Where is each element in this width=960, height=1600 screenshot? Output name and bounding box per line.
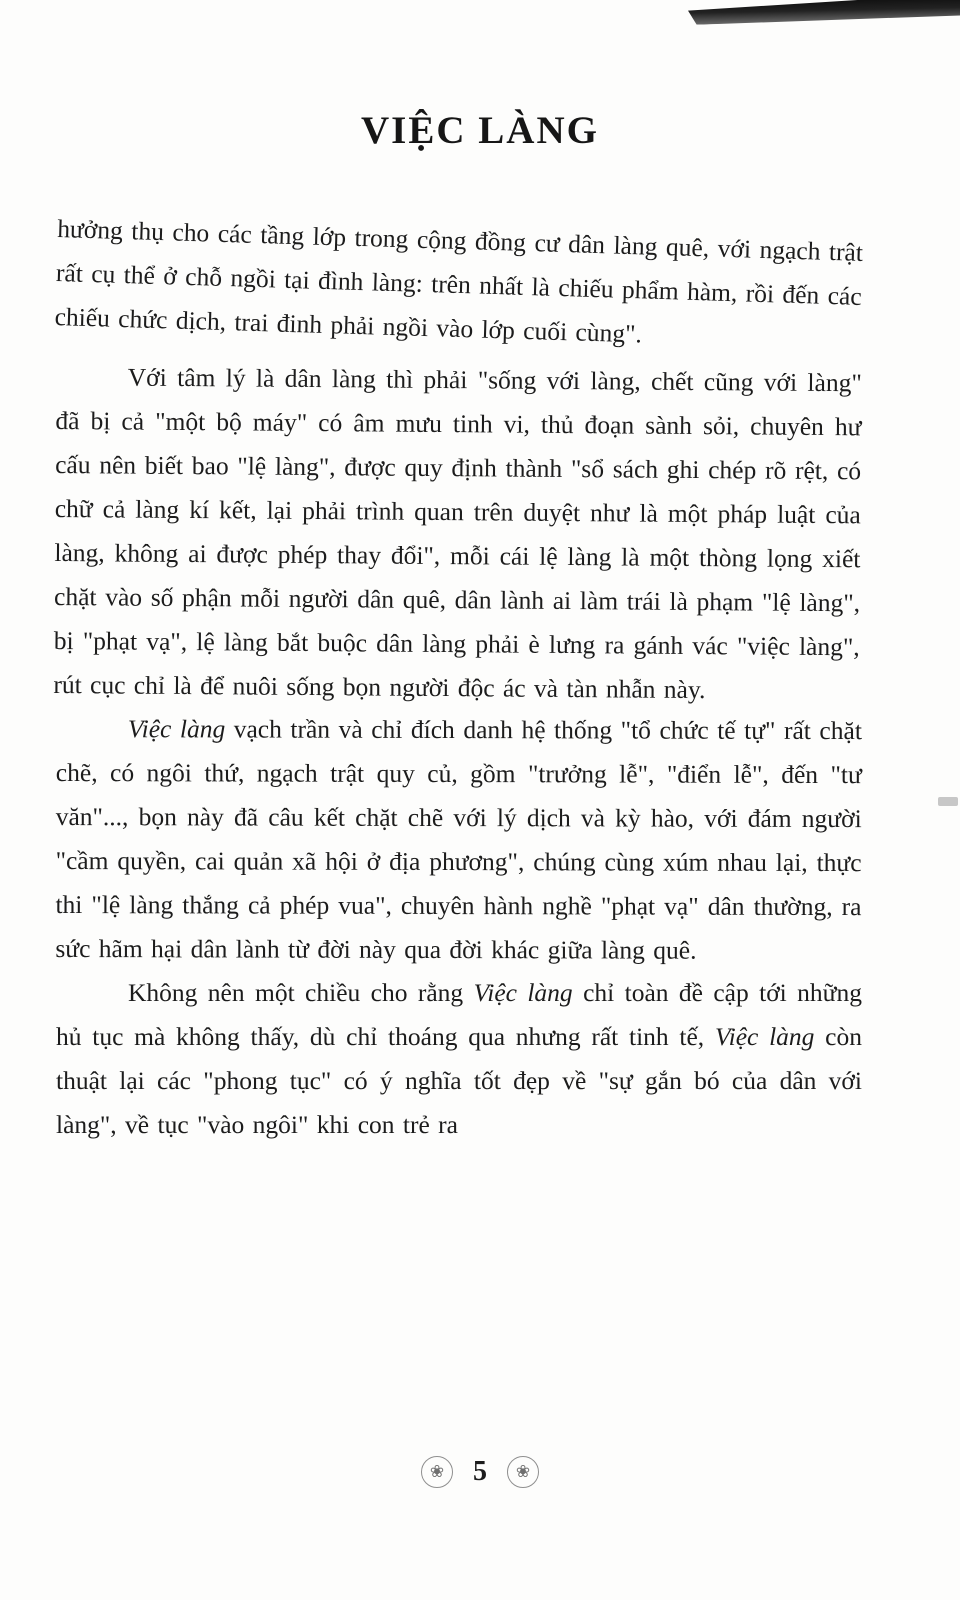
text-segment: Với tâm lý là dân làng thì phải "sống với làng, chết cũng với làng" đã bị cả "một bộ máy" có âm mưu tinh vi, thủ đoạn sành sỏi, chuyên hư cấu nên biết bao "lệ làng", được quy định thành "sổ sách ghi chép rõ rệt, có chữ cả làng kí kết, lại phải trình quan trên duyệt như là một pháp luật của làng, không ai được phép thay đổi", mỗi cái lệ làng là một thòng lọng xiết chặt vào số phận mỗi người dân quê, dân lành ai làm trái là phạm "lệ làng", bị "phạt vạ", lệ làng bắt buộc dân làng phải è lưng ra gánh vác "việc làng", rút cục chỉ là để nuôi sống bọn người độc ác và tàn nhẫn này. xyxy=(53,362,862,705)
book-title-text: Việc làng xyxy=(473,978,573,1007)
page-number: 5 xyxy=(473,1456,487,1487)
page-footer xyxy=(0,1456,960,1488)
text-segment: Không nên một chiều cho rằng xyxy=(128,978,474,1007)
flower-ornament-icon: ❀ xyxy=(421,1456,453,1488)
paragraph xyxy=(55,707,862,973)
paragraphs xyxy=(53,207,864,1147)
text-segment: vạch trần và chỉ đích danh hệ thống "tổ chức tế tự" rất chặt chẽ, có ngôi thứ, ngạch trật quy củ, gồm "trưởng lễ", "điển lễ", đến "tư văn"..., bọn này đã câu kết chặt chẽ với lý dịch và kỳ hào, với đám người "cầm quyền, cai quản xã hội ở địa phương", chúng cùng xúm nhau lại, thực thi "lệ làng thắng cả phép vua", chuyên hành nghề "phạt vạ" dân thường, ra sức hãm hại dân lành từ đời này qua đời khác giữa làng quê. xyxy=(55,714,862,965)
text-segment: chỉ toàn đề cập tới những hủ tục mà không thấy, dù chỉ thoáng qua nhưng rất tinh tế, xyxy=(56,978,862,1051)
paragraph xyxy=(53,355,862,713)
scan-corner-artifact xyxy=(688,0,960,25)
paragraph xyxy=(54,207,864,363)
book-title-text: Việc làng xyxy=(714,1022,815,1051)
scan-edge-smudge xyxy=(938,797,958,806)
book-title-text: Việc làng xyxy=(127,714,226,744)
text-segment: hưởng thụ cho các tầng lớp trong cộng đồng cư dân làng quê, với ngạch trật rất cụ thể ở chỗ ngồi tại đình làng: trên nhất là chiếu phẩm hàm, rồi đến các chiếu chức dịch, trai đinh phải ngồi vào lớp cuối cùng". xyxy=(54,214,864,349)
page-title: VIỆC LÀNG xyxy=(361,109,599,152)
paragraph xyxy=(56,971,862,1147)
text-segment: còn thuật lại các "phong tục" có ý nghĩa tốt đẹp về "sự gắn bó của dân với làng", về tục "vào ngôi" khi con trẻ ra xyxy=(56,1022,863,1139)
flower-ornament-icon: ❀ xyxy=(507,1456,539,1488)
